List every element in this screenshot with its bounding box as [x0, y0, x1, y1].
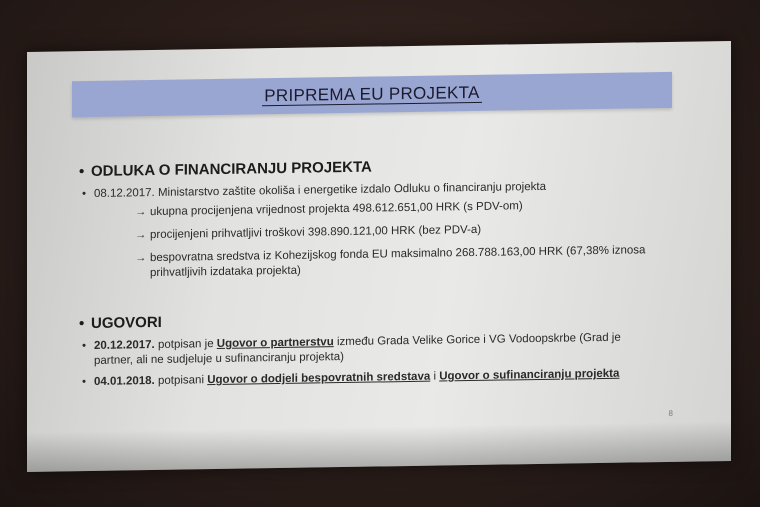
arrow-right-icon: →: [135, 229, 147, 242]
bullet-item-odluka: • 08.12.2017. Ministarstvo zaštite okoliša i energetike izdalo Odluku o financiranju projekta: [82, 180, 546, 201]
bullet-icon: •: [82, 376, 87, 389]
screen-shading: [27, 421, 731, 472]
bullet-icon: •: [79, 163, 85, 181]
bullet-item-bespovratnih: • 04.01.2018. potpisani Ugovor o dodjeli bespovratnih sredstava i Ugovor o sufinanciranju projekta: [82, 367, 620, 389]
link-ugovor-sufinanciranju[interactable]: Ugovor o sufinanciranju projekta: [439, 367, 620, 383]
bullet-icon: •: [79, 315, 85, 333]
section-heading-ugovori: • UGOVORI: [79, 313, 162, 333]
sub-item-ukupna: → ukupna procijenjena vrijednost projekta 498.612.651,00 HRK (s PDV-om): [135, 200, 523, 219]
arrow-right-icon: →: [135, 206, 147, 219]
sub-item-bespovratna: → bespovratna sredstva iz Kohezijskog fonda EU maksimalno 268.788.163,00 HRK (67,38% iznosa prihvatljivih izdataka projekta): [135, 244, 646, 280]
projection-screen: [27, 41, 731, 472]
title-bar: [72, 72, 672, 117]
bullet-icon: •: [82, 340, 87, 353]
section-heading-odluka: • ODLUKA O FINANCIRANJU PROJEKTA: [79, 158, 372, 181]
arrow-right-icon: →: [135, 252, 147, 265]
link-ugovor-dodjeli[interactable]: Ugovor o dodjeli bespovratnih sredstava: [207, 370, 431, 387]
sub-item-troskovi: → procijenjeni prihvatljivi troškovi 398.890.121,00 HRK (bez PDV-a): [135, 223, 482, 242]
slide-title: PRIPREMA EU PROJEKTA: [264, 82, 480, 106]
link-ugovor-partnerstvo[interactable]: Ugovor o partnerstvu: [216, 336, 334, 351]
bullet-item-partnerstvo: • 20.12.2017. potpisan je Ugovor o partnerstvu između Grada Velike Gorice i VG Vodoopskrbe (Grad je partner, ali ne sudjeluje u sufinanciranju projekta): [82, 331, 621, 367]
bullet-icon: •: [82, 188, 87, 201]
page-number: 8: [668, 408, 673, 418]
